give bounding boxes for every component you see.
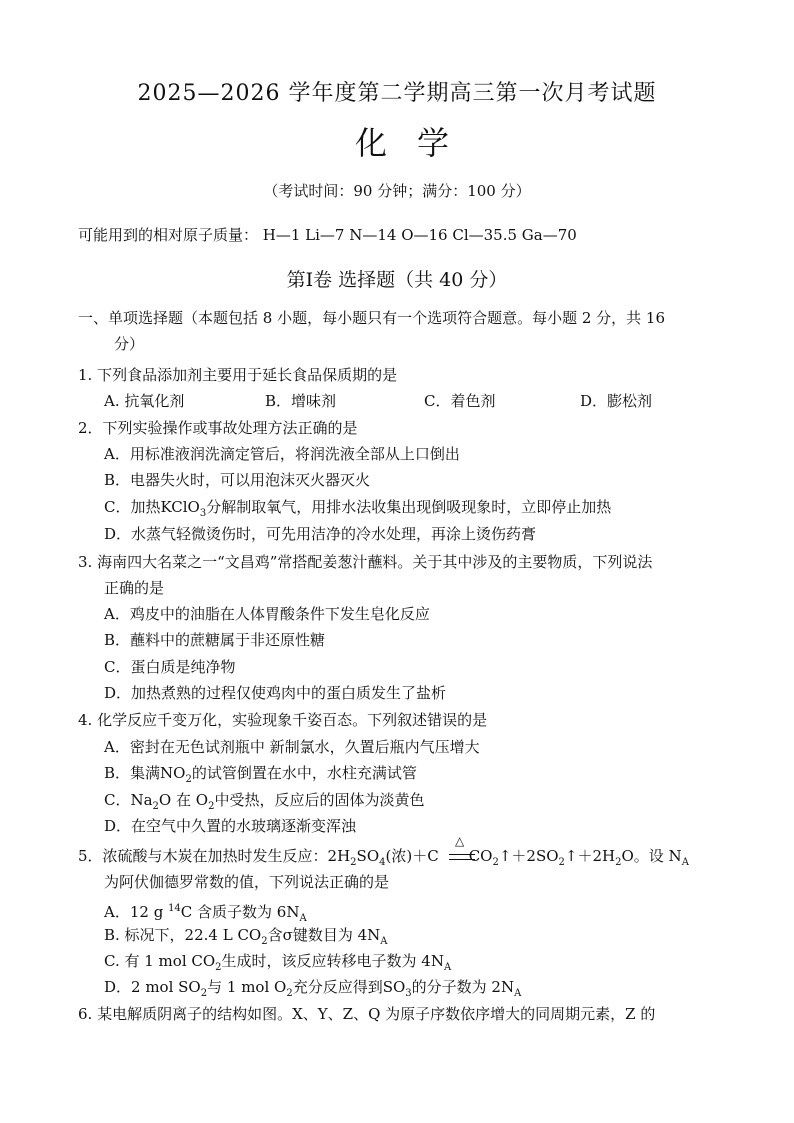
q3-option-a: A．鸡皮中的油脂在人体胃酸条件下发生皂化反应	[104, 605, 430, 623]
q5-option-d: D．2 mol $SO_2$与 1 mol $O_2$充分反应得到$SO_3$的分子数为 $2N_A$	[104, 978, 522, 999]
q5-stem-line2: 为阿伏伽德罗常数的值，下列说法正确的是	[104, 873, 390, 891]
q2-option-b: B．电器失火时，可以用泡沫灭火器灭火	[104, 471, 371, 489]
q1-stem: 1. 下列食品添加剂主要用于延长食品保质期的是	[78, 366, 398, 384]
exam-title: 2025—2026 学年度第二学期高三第一次月考试题	[137, 81, 657, 106]
q4-option-a: A．密封在无色试剂瓶中 新制氯水，久置后瓶内气压增大	[104, 738, 480, 756]
atomic-masses: 可能用到的相对原子质量： H—1 Li—7 N—14 O—16 Cl—35.5 Ga—70	[78, 226, 577, 244]
q4-stem: 4. 化学反应千变万化，实验现象千姿百态。下列叙述错误的是	[78, 711, 488, 729]
q2-option-a: A．用标准液润洗滴定管后，将润洗液全部从上口倒出	[104, 445, 460, 463]
q3-option-c: C．蛋白质是纯净物	[104, 658, 236, 676]
q4-option-c: C．$Na_2O$ 在 $O_2$中受热，反应后的固体为淡黄色	[104, 791, 425, 812]
exam-time-info: （考试时间：90 分钟；满分：100 分）	[263, 182, 531, 200]
q1-option-a: A. 抗氧化剂	[104, 392, 185, 410]
q5-option-a: A．12 g $^{14}$C 含质子数为 $6N_A$	[104, 903, 307, 924]
q4-option-b: B．集满$NO_2$的试管倒置在水中，水柱充满试管	[104, 764, 417, 785]
q3-stem-line2: 正确的是	[104, 579, 165, 597]
part1-heading-line2: 分）	[114, 335, 145, 353]
q2-option-d: D．水蒸气轻微烫伤时，可先用洁净的冷水处理，再涂上烫伤药膏	[104, 525, 537, 543]
q3-option-b: B．蘸料中的蔗糖属于非还原性糖	[104, 631, 326, 649]
q3-stem-line1: 3. 海南四大名菜之一“文昌鸡”常搭配姜葱汁蘸料。关于其中涉及的主要物质，下列说法	[78, 553, 653, 571]
q2-stem: 2．下列实验操作或事故处理方法正确的是	[78, 419, 358, 437]
q5-option-c: C. 有 1 mol $CO_2$生成时，该反应转移电子数为 $4N_A$	[104, 952, 452, 973]
heating-condition-symbol: △	[455, 834, 465, 848]
q2-option-c: C．加热KClO$_3$分解制取氧气，用排水法收集出现倒吸现象时，立即停止加热	[104, 498, 612, 519]
subject-title: 化学	[354, 124, 479, 162]
q3-option-d: D．加热煮熟的过程仅使鸡肉中的蛋白质发生了盐析	[104, 684, 447, 702]
q1-option-b: B．增味剂	[265, 392, 337, 410]
q5-option-b: B. 标况下，22.4 L $CO_2$含σ键数目为 $4N_A$	[104, 926, 388, 947]
section-title: 第Ⅰ卷 选择题（共 40 分）	[286, 269, 508, 291]
q5-stem-line1: 5．浓硫酸与木炭在加热时发生反应：$2H_2SO_4$(浓)＋C $CO_2↑+2SO_2↑+2H_2O$。设 $N_A$	[78, 847, 689, 868]
q1-option-d: D．膨松剂	[580, 392, 653, 410]
q6-stem: 6. 某电解质阴离子的结构如图。X、Y、Z、Q 为原子序数依序增大的同周期元素，Z 的	[78, 1005, 656, 1023]
part1-heading-line1: 一、单项选择题（本题包括 8 小题，每小题只有一个选项符合题意。每小题 2 分，共 16	[78, 309, 666, 327]
q1-option-c: C．着色剂	[424, 392, 496, 410]
q4-option-d: D．在空气中久置的水玻璃逐渐变浑浊	[104, 817, 357, 835]
